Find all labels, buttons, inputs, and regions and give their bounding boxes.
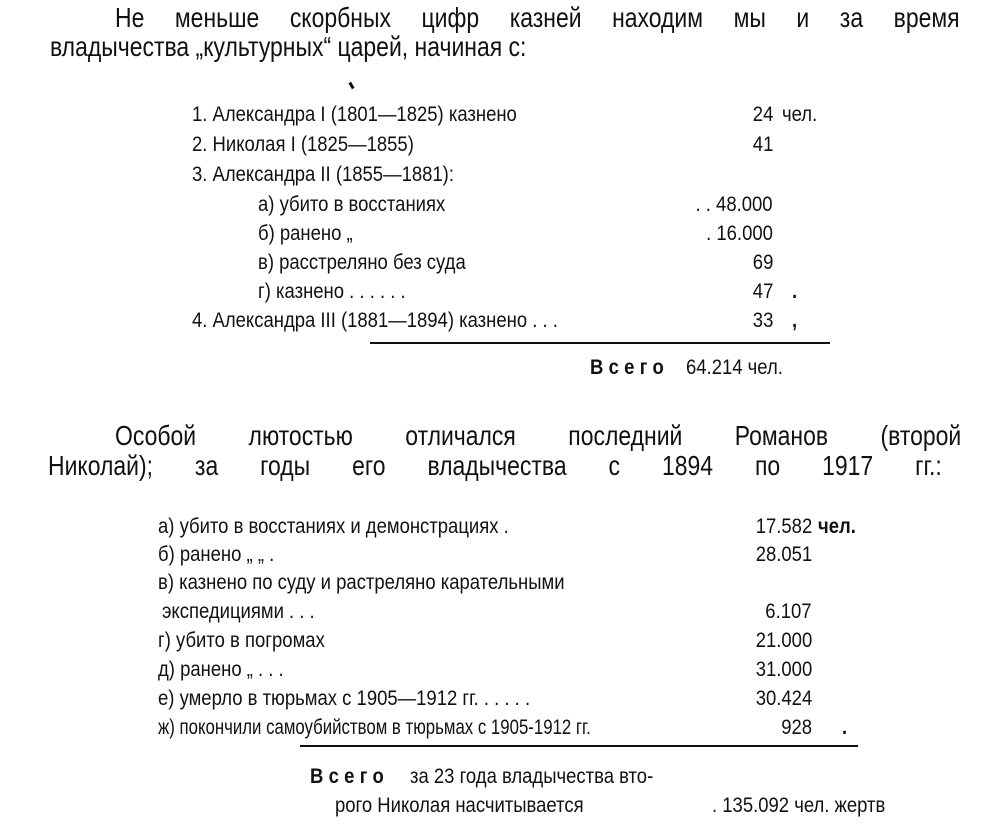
row-label: а) убито в восстаниях и демонстрациях . [158,515,509,538]
table-row [0,598,992,626]
table-row [0,278,992,306]
row-value: 30.424 [755,687,812,710]
total-row [0,354,992,382]
table-row [0,513,992,541]
row-label: е) умерло в тюрьмах с 1905—1912 гг. . . . . . [158,687,531,710]
para2-line-2: Николай); за годы его владычества с 1894 по 1917 гг.: [48,450,942,481]
row-value: 6.107 [765,600,812,623]
row-label: в) расстреляно без суда [258,251,466,274]
row-value: 28.051 [755,543,812,566]
row-unit: , [792,309,798,332]
table-row [0,569,992,597]
row-unit: чел. [818,515,856,538]
row-label: д) ранено „ . . . [158,658,284,681]
row-unit: . [792,280,798,303]
row-unit: . [842,716,848,739]
intro-line-2: владычества „культурных“ царей, начиная с: [50,31,527,62]
table-row [0,307,992,335]
row-value: 69 [752,251,773,274]
table-row [0,161,992,189]
total-row [0,763,992,791]
row-label: 3. Александра II (1855—1881): [192,163,454,186]
table-row [0,101,992,129]
total-word: Всего [310,765,390,788]
row-label: 1. Александра I (1801—1825) казнено [192,103,517,126]
total-line-1: за 23 года владычества вто- [410,765,654,788]
row-value: 17.582 [755,515,812,538]
total-line-2: рого Николая насчитывается [335,794,584,817]
row-label: б) ранено „ „ . [158,543,275,566]
table-row [0,249,992,277]
row-value: 24 [752,103,773,126]
row-value: 47 [752,280,773,303]
row-label: б) ранено „ [258,222,353,245]
row-value: 31.000 [755,658,812,681]
row-value: . 16.000 [706,222,773,245]
row-value: 41 [752,133,773,156]
row-label: а) убито в восстаниях [258,193,446,216]
row-value: 928 [781,716,812,739]
row-label: 2. Николая I (1825—1855) [192,133,414,156]
table-row [0,714,992,742]
row-label: экспедициями . . . [162,600,315,623]
total-label: Всего [590,356,670,379]
stray-mark [348,82,354,90]
table-row [0,685,992,713]
row-value: 33 [752,309,773,332]
total-rule [370,342,830,344]
total-value: 64.214 чел. [686,356,783,379]
table-row [0,541,992,569]
table-row [0,627,992,655]
table-row [0,656,992,684]
row-label: 4. Александра III (1881—1894) казнено . . . [192,309,558,332]
row-label: г) убито в погромах [158,629,325,652]
total-value: . 135.092 чел. жертв [712,794,886,817]
total-rule [300,745,858,747]
table-row [0,191,992,219]
row-label: в) казнено по суду и растреляно карательными [158,571,565,594]
total-row-2 [0,792,992,820]
intro-line-1: Не меньше скорбных цифр казней находим мы и за время [115,2,960,33]
row-value: . . 48.000 [695,193,773,216]
para2-line-1: Особой лютостью отличался последний Романов (второй [115,420,962,451]
row-label: ж) покончили самоубийством в тюрьмах с 1905-1912 гг. [158,716,591,739]
table-row [0,220,992,248]
row-unit: чел. [782,103,818,126]
row-value: 21.000 [755,629,812,652]
table-row [0,131,992,159]
row-label: г) казнено . . . . . . [258,280,406,303]
